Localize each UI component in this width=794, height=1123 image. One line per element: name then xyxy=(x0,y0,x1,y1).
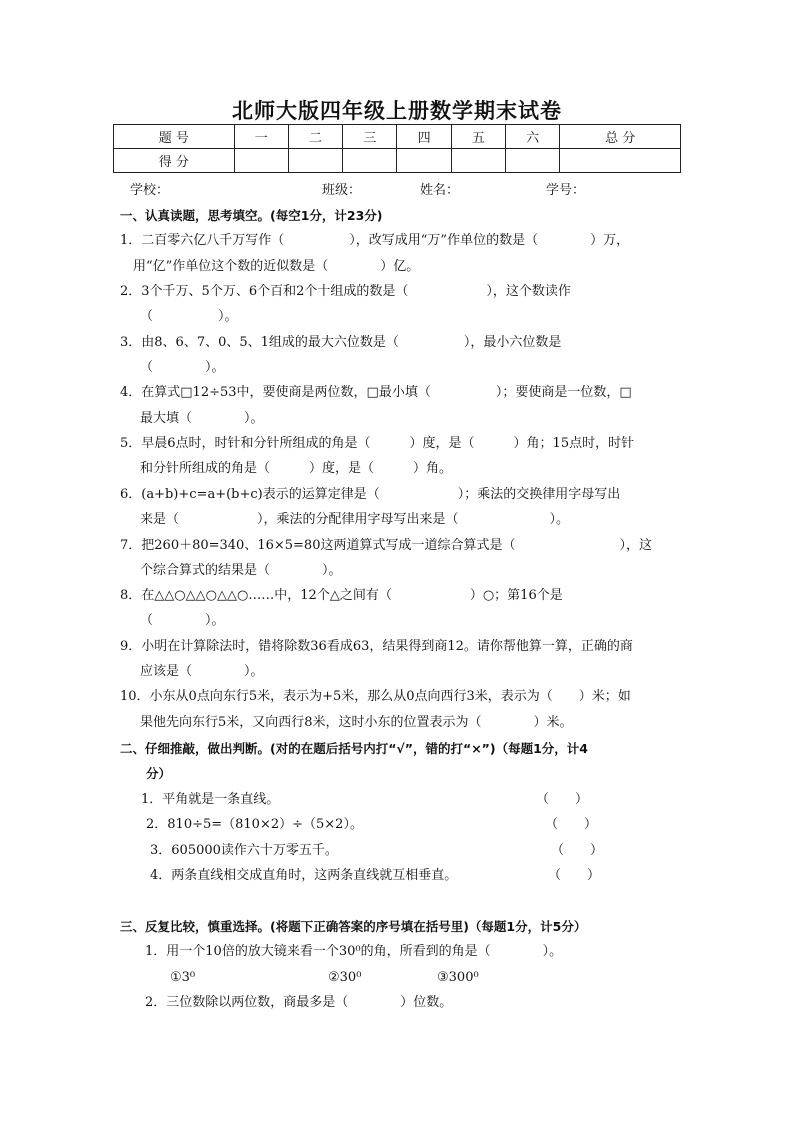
class-label: 班级： xyxy=(322,183,362,198)
question-line: 6．(a+b)+c=a+(b+c)表示的运算定律是（ ）；乘法的交换律用字母写出 xyxy=(120,487,621,502)
score-table xyxy=(113,124,681,173)
judge-bracket[interactable]: （ ） xyxy=(548,868,601,883)
question-line: 7．把260＋80=340、16×5=80这两道算式写成一道综合算式是（ ），这 xyxy=(120,538,652,553)
score-cell[interactable] xyxy=(451,149,505,173)
score-header-cell: 四 xyxy=(397,125,451,149)
question-line: 8．在△△○△△○△△○……中，12个△之间有（ ）○；第16个是 xyxy=(120,588,563,603)
student-number-label: 学号： xyxy=(546,183,586,198)
score-cell[interactable] xyxy=(288,149,342,173)
judge-item: 4．两条直线相交成直角时，这两条直线就互相垂直。 xyxy=(150,868,458,883)
score-row xyxy=(114,149,681,173)
score-header-cell: 六 xyxy=(506,125,560,149)
school-label: 学校： xyxy=(130,183,170,198)
score-header-cell: 一 xyxy=(234,125,288,149)
choice-option[interactable]: ②30⁰ xyxy=(328,970,362,985)
question-line: 和分针所组成的角是（ ）度，是（ ）角。 xyxy=(140,461,453,476)
choice-question: 1．用一个10倍的放大镜来看一个30⁰的角，所看到的角是（ ）。 xyxy=(145,944,563,959)
choice-option[interactable]: ①3⁰ xyxy=(170,970,196,985)
choice-question: 2．三位数除以两位数，商最多是（ ）位数。 xyxy=(145,995,453,1010)
question-line: 5．早晨6点时，时针和分针所组成的角是（ ）度，是（ ）角；15点时，时针 xyxy=(120,436,635,451)
judge-item: 3．605000读作六十万零五千。 xyxy=(150,843,338,858)
score-cell[interactable] xyxy=(506,149,560,173)
score-cell[interactable] xyxy=(560,149,681,173)
question-line: 用“亿”作单位这个数的近似数是（ ）亿。 xyxy=(133,259,420,274)
question-line: 果他先向东行5米，又向西行8米，这时小东的位置表示为（ ）米。 xyxy=(140,715,573,730)
name-label: 姓名： xyxy=(420,183,460,198)
question-line: 1．二百零六亿八千万写作（ ），改写成用“万”作单位的数是（ ）万， xyxy=(120,233,630,248)
section2-heading-cont: 分） xyxy=(146,766,172,781)
question-line: 应该是（ ）。 xyxy=(140,664,264,679)
section2-heading: 二、仔细推敲，做出判断。(对的在题后括号内打“√”，错的打“×”)（每题1分，计4 xyxy=(120,741,588,756)
question-line: （ ）。 xyxy=(140,360,225,375)
question-line: 最大填（ ）。 xyxy=(140,411,264,426)
score-header-row xyxy=(114,125,681,149)
score-header-cell: 总 分 xyxy=(560,125,681,149)
question-line: 来是（ ），乘法的分配律用字母写出来是（ ）。 xyxy=(140,512,570,527)
question-line: 9．小明在计算除法时，错将除数36看成63，结果得到商12。请你帮他算一算，正确的商 xyxy=(120,639,633,654)
question-line: 2．3个千万、5个万、6个百和2个十组成的数是（ ），这个数读作 xyxy=(120,284,571,299)
score-header-cell: 二 xyxy=(288,125,342,149)
score-header-cell: 五 xyxy=(451,125,505,149)
score-header-cell: 题 号 xyxy=(114,125,235,149)
section1-heading: 一、认真读题，思考填空。(每空1分，计23分) xyxy=(120,208,383,223)
question-line: 3．由8、6、7、0、5、1组成的最大六位数是（ ），最小六位数是 xyxy=(120,335,562,350)
score-cell[interactable] xyxy=(343,149,397,173)
judge-item: 2．810÷5=（810×2）÷（5×2）。 xyxy=(146,817,363,832)
section3-heading: 三、反复比较，慎重选择。(将题下正确答案的序号填在括号里)（每题1分，计5分） xyxy=(120,919,587,934)
question-line: （ ）。 xyxy=(140,309,238,324)
judge-bracket[interactable]: （ ） xyxy=(536,792,589,807)
question-line: 4．在算式□12÷53中，要使商是两位数，□最小填（ ）；要使商是一位数，□ xyxy=(120,385,632,400)
question-line: 10．小东从0点向东行5米，表示为+5米，那么从0点向西行3米，表示为（ ）米；如 xyxy=(120,689,631,704)
judge-item: 1．平角就是一条直线。 xyxy=(141,792,280,807)
score-cell[interactable] xyxy=(234,149,288,173)
judge-bracket[interactable]: （ ） xyxy=(551,843,604,858)
judge-bracket[interactable]: （ ） xyxy=(545,817,598,832)
choice-option[interactable]: ③300⁰ xyxy=(437,970,479,985)
question-line: 个综合算式的结果是（ ）。 xyxy=(140,563,342,578)
score-cell[interactable] xyxy=(397,149,451,173)
page-title: 北师大版四年级上册数学期末试卷 xyxy=(232,99,562,123)
score-row-label: 得 分 xyxy=(114,149,235,173)
score-header-cell: 三 xyxy=(343,125,397,149)
question-line: （ ）。 xyxy=(140,613,225,628)
